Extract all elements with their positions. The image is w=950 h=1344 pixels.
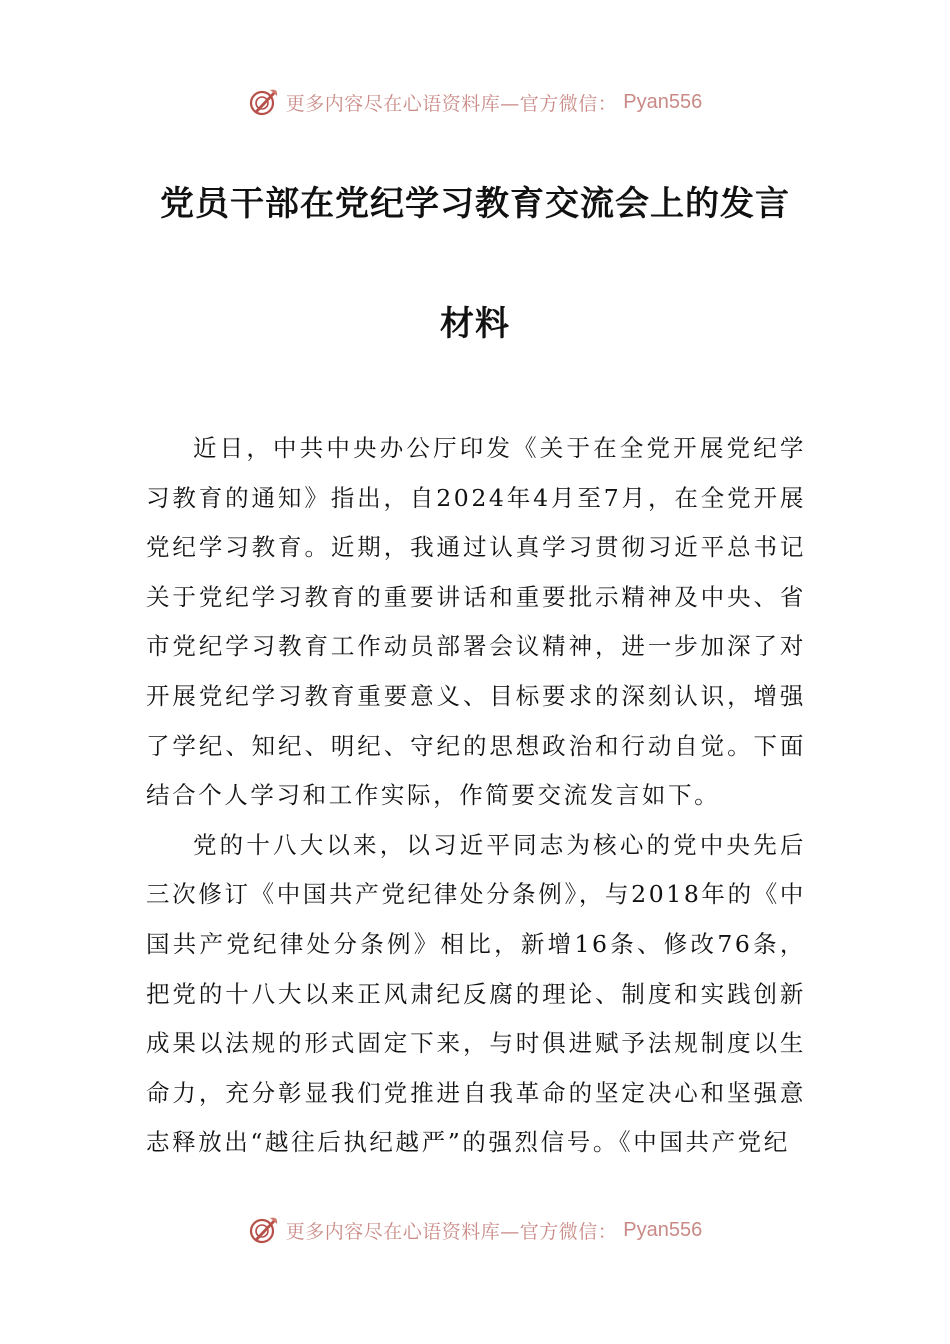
quill-seal-icon bbox=[248, 1214, 280, 1246]
wechat-id: Pyan556 bbox=[623, 90, 703, 113]
document-body bbox=[146, 424, 806, 1168]
paragraph: 党的十八大以来，以习近平同志为核心的党中央先后三次修订《中国共产党纪律处分条例》，与2018年的《中国共产党纪律处分条例》相比，新增16条、修改76条，把党的十八大以来正风肃纪反腐的理论、制度和实践创新成果以法规的形式固定下来，与时俱进赋予法规制度以生命力，充分彰显我们党推进自我革命的坚定决心和坚强意志释放出“越往后执纪越严”的强烈信号。《中国共产党纪 bbox=[146, 830, 806, 1157]
document-title: 党员干部在党纪学习教育交流会上的发言 bbox=[160, 184, 790, 224]
banner-text: 更多内容尽在心语资料库—官方微信： bbox=[285, 92, 618, 115]
paragraph: 近日，中共中央办公厅印发《关于在全党开展党纪学习教育的通知》指出，自2024年4月至7月，在全党开展党纪学习教育。近期，我通过认真学习贯彻习近平总书记关于党纪学习教育的重要讲话和重要批示精神及中央、省市党纪学习教育工作动员部署会议精神，进一步加深了对开展党纪学习教育重要意义、目标要求的深刻认识，增强了学纪、知纪、明纪、守纪的思想政治和行动自觉。下面结合个人学习和工作实际，作简要交流发言如下。 bbox=[146, 434, 806, 810]
banner-text: 更多内容尽在心语资料库—官方微信： bbox=[285, 1220, 618, 1243]
quill-seal-icon bbox=[248, 86, 280, 118]
header-banner bbox=[0, 82, 950, 122]
wechat-id: Pyan556 bbox=[623, 1218, 703, 1241]
document-title-continued: 材料 bbox=[440, 304, 510, 344]
footer-banner bbox=[0, 1210, 950, 1250]
